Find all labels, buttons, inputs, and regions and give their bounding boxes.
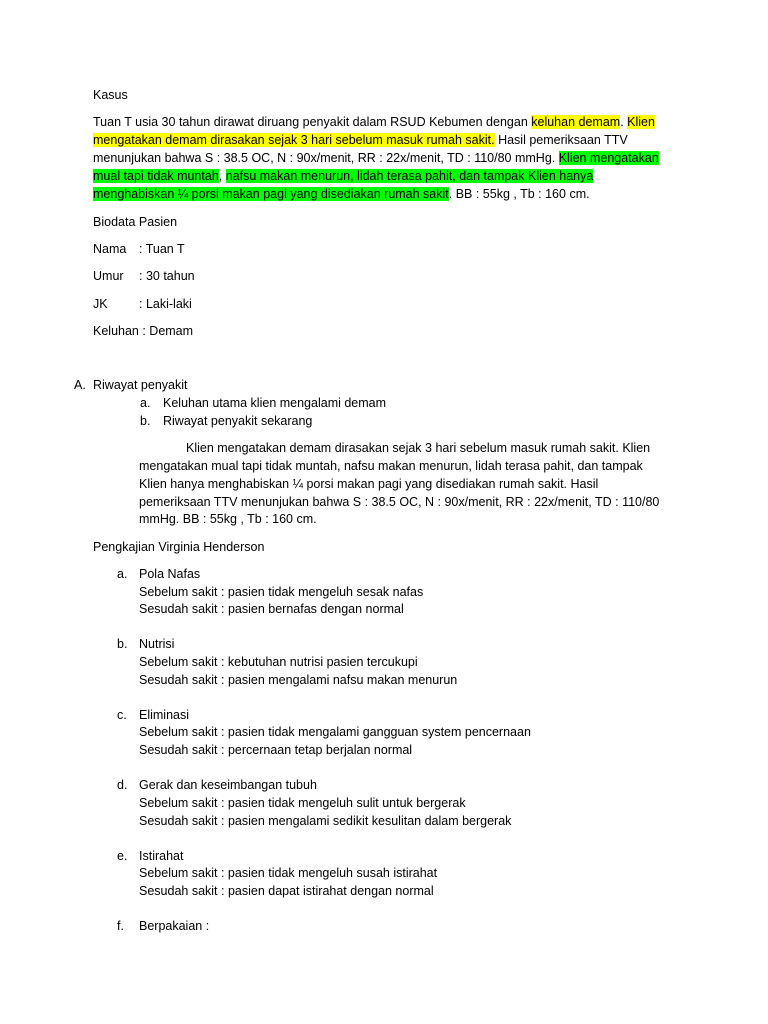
assessment-after: Sesudah sakit : pasien mengalami nafsu makan menurun — [139, 673, 458, 687]
assessment-after: Sesudah sakit : pasien mengalami sedikit kesulitan dalam bergerak — [139, 814, 512, 828]
assessment-before: Sebelum sakit : pasien tidak mengalami gangguan system pencernaan — [139, 725, 531, 739]
paragraph-line: mmHg. BB : 55kg , Tb : 160 cm. — [139, 512, 317, 526]
biodata-value: : Laki-laki — [139, 297, 192, 311]
assessment-before: Sebelum sakit : kebutuhan nutrisi pasien tercukupi — [139, 655, 418, 669]
assessment-before: Sebelum sakit : pasien tidak mengeluh sulit untuk bergerak — [139, 796, 466, 810]
case-text: menunjukan bahwa S : 38.5 OC, N : 90x/menit, RR : 22x/menit, TD : 110/80 mmHg. — [93, 151, 559, 165]
case-line — [93, 114, 655, 131]
biodata-row-umur — [93, 268, 195, 285]
biodata-label: Nama — [93, 242, 127, 256]
assessment-after: Sesudah sakit : percernaan tetap berjalan normal — [139, 743, 413, 757]
highlight-green-text: nafsu makan menurun, lidah terasa pahit, dan tampak Klien hanya — [225, 169, 594, 183]
highlight-yellow-text: Klien — [627, 115, 655, 129]
biodata-heading: Biodata Pasien — [93, 215, 178, 229]
list-marker: a. — [140, 396, 151, 410]
list-marker: b. — [140, 414, 151, 428]
list-item: Riwayat penyakit sekarang — [163, 414, 313, 428]
biodata-row-nama — [93, 241, 185, 258]
section-a-marker: A. — [74, 378, 86, 392]
case-line — [93, 168, 593, 185]
assessment-after: Sesudah sakit : pasien dapat istirahat dengan normal — [139, 884, 434, 898]
list-item: Keluhan utama klien mengalami demam — [163, 396, 387, 410]
assessment-title: Pola Nafas — [139, 567, 201, 581]
assessment-after: Sesudah sakit : pasien bernafas dengan normal — [139, 602, 404, 616]
case-text: . — [620, 115, 628, 129]
keluhan-line: Keluhan : Demam — [93, 324, 194, 338]
list-marker: f. — [117, 919, 124, 933]
list-marker: d. — [117, 778, 128, 792]
highlight-green-text: Klien mengatakan — [558, 151, 659, 165]
biodata-label: JK — [93, 297, 108, 311]
assessment-title: Nutrisi — [139, 637, 175, 651]
section-a-title: Riwayat penyakit — [93, 378, 188, 392]
case-heading: Kasus — [93, 88, 128, 102]
paragraph-line: Klien hanya menghabiskan ¼ porsi makan pagi yang disediakan rumah sakit. Hasil — [139, 477, 599, 491]
assessment-title: Gerak dan keseimbangan tubuh — [139, 778, 317, 792]
paragraph-line: Klien mengatakan demam dirasakan sejak 3 hari sebelum masuk rumah sakit. Klien — [186, 441, 651, 455]
case-text: , — [218, 169, 226, 183]
biodata-value: : 30 tahun — [139, 269, 195, 283]
paragraph-line: pemeriksaan TTV menunjukan bahwa S : 38.5 OC, N : 90x/menit, RR : 22x/menit, TD : 110/80 — [139, 495, 660, 509]
case-line — [93, 150, 659, 167]
case-line — [93, 186, 590, 203]
highlight-yellow-text: keluhan demam — [531, 115, 621, 129]
assessment-before: Sebelum sakit : pasien tidak mengeluh sesak nafas — [139, 585, 424, 599]
biodata-value: : Tuan T — [139, 242, 185, 256]
list-marker: b. — [117, 637, 128, 651]
case-text: Hasil pemeriksaan TTV — [494, 133, 628, 147]
case-text: Tuan T usia 30 tahun dirawat diruang penyakit dalam RSUD Kebumen dengan — [93, 115, 532, 129]
assessment-title: Istirahat — [139, 849, 184, 863]
highlight-yellow-text: mengatakan demam dirasakan sejak 3 hari sebelum masuk rumah sakit. — [93, 133, 495, 147]
assessment-title: Eliminasi — [139, 708, 190, 722]
list-marker: e. — [117, 849, 128, 863]
list-marker: c. — [117, 708, 127, 722]
henderson-heading: Pengkajian Virginia Henderson — [93, 540, 265, 554]
case-line — [93, 132, 628, 149]
highlight-green-text: menghabiskan ¼ porsi makan pagi yang disediakan rumah sakit — [93, 187, 449, 201]
highlight-green-text: mual tapi tidak muntah — [93, 169, 219, 183]
biodata-row-jk — [93, 296, 192, 313]
assessment-before: Sebelum sakit : pasien tidak mengeluh susah istirahat — [139, 866, 438, 880]
case-text: . BB : 55kg , Tb : 160 cm. — [448, 187, 590, 201]
assessment-title: Berpakaian : — [139, 919, 210, 933]
list-marker: a. — [117, 567, 128, 581]
biodata-label: Umur — [93, 269, 124, 283]
paragraph-line: mengatakan mual tapi tidak muntah, nafsu makan menurun, lidah terasa pahit, dan tampak — [139, 459, 643, 473]
